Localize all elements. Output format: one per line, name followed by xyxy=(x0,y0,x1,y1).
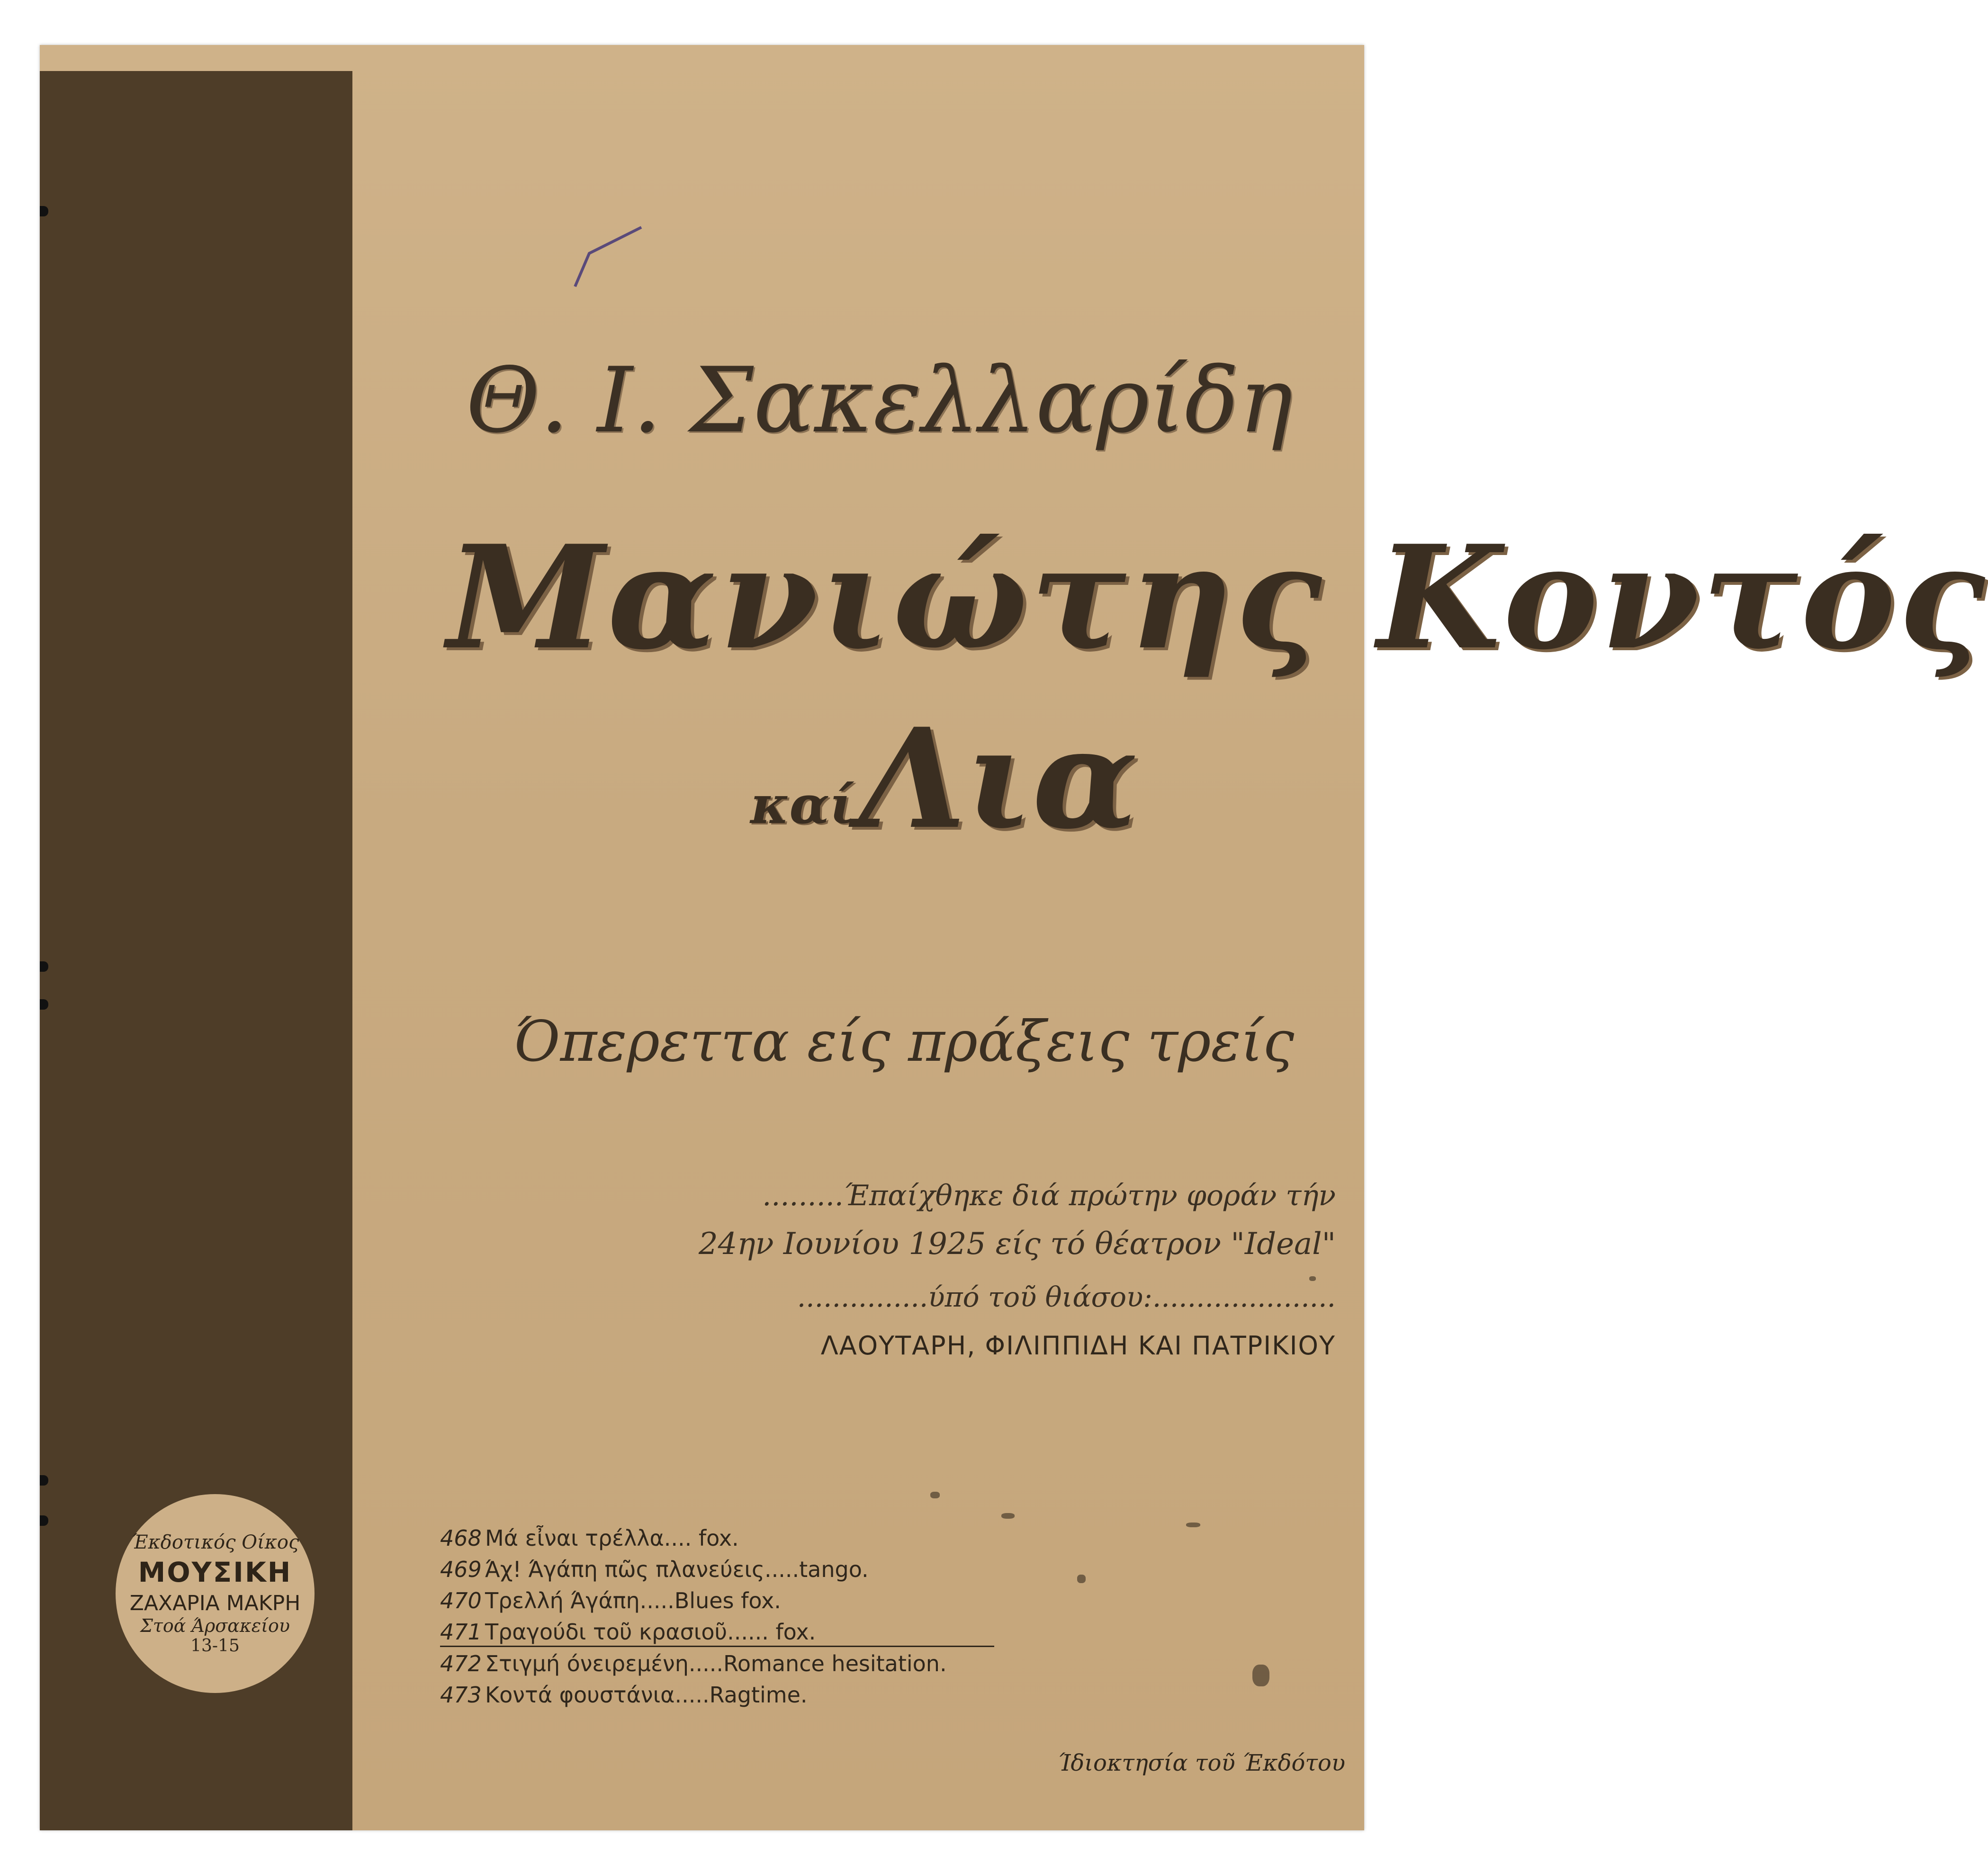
catalog-item xyxy=(440,1616,1008,1648)
publisher-owner: ΖΑΧΑΡΙΑ ΜΑΚΡΗ xyxy=(129,1591,301,1615)
property-note: Ίδιοκτησία τοῦ Έκδότου xyxy=(1058,1750,1345,1776)
work-title-main: Μανιώτης Κοντός xyxy=(447,514,1988,681)
paper-stain xyxy=(1077,1575,1086,1583)
binding-stitch xyxy=(40,961,48,972)
catalog-item xyxy=(440,1679,1008,1711)
publisher-address: Στοά Άρσακείου xyxy=(140,1615,290,1636)
paper-stain xyxy=(1186,1523,1200,1527)
premiere-line-2: 24ην Ιουνίου 1925 είς τό θέατρον "Ideal" xyxy=(698,1227,1336,1262)
catalog-item-number: 469 xyxy=(440,1557,482,1582)
paper-stain xyxy=(1001,1513,1015,1519)
composer-name: Θ. Ι. Σακελλαρίδη xyxy=(466,348,1293,453)
catalog-item-title: Μά εἶναι τρέλλα.... fox. xyxy=(485,1525,739,1551)
catalog-item-title: Στιγμή όνειρεμένη.....Romance hesitation. xyxy=(485,1651,947,1676)
premiere-line-3: ...............ύπό τοῦ θιάσου:..................... xyxy=(797,1281,1336,1313)
premiere-line-1: .........Έπαίχθηκε διά πρώτην φοράν τήν xyxy=(762,1179,1336,1212)
catalog-item-title: Τραγούδι τοῦ κρασιοῦ...... fox. xyxy=(485,1619,816,1645)
catalog-item xyxy=(440,1523,1008,1554)
catalog-item-number: 472 xyxy=(440,1651,482,1676)
binding-stitch xyxy=(40,999,48,1010)
pencil-check-mark-icon xyxy=(570,225,646,291)
catalog-item-number: 470 xyxy=(440,1588,482,1613)
catalog-item-title: Τρελλή Άγάπη.....Blues fox. xyxy=(485,1588,781,1613)
publisher-badge xyxy=(116,1494,315,1693)
paper-stain xyxy=(1309,1276,1316,1281)
theatre-company: ΛΑΟΥΤΑΡΗ, ΦΙΛΙΠΠΙΔΗ ΚΑΙ ΠΑΤΡΙΚΙΟΥ xyxy=(820,1331,1336,1361)
song-catalog xyxy=(440,1523,1008,1711)
binding-stitch xyxy=(40,1515,48,1526)
cover-spine xyxy=(40,71,352,1830)
catalog-item xyxy=(440,1648,1008,1679)
catalog-item-title: Άχ! Άγάπη πῶς πλανεύεις.....tango. xyxy=(485,1557,869,1582)
paper-stain xyxy=(930,1492,940,1498)
publisher-name: ΜΟΥΣΙΚΗ xyxy=(138,1556,292,1588)
music-score-cover xyxy=(40,45,1988,1830)
work-subtitle: Όπερεττα είς πράξεις τρείς xyxy=(513,1009,1295,1074)
catalog-item-number: 471 xyxy=(440,1619,482,1645)
work-title-second: Λια xyxy=(859,699,1138,860)
catalog-item-title: Κοντά φουστάνια.....Ragtime. xyxy=(485,1682,808,1708)
catalog-item-number: 473 xyxy=(440,1682,482,1708)
binding-stitch xyxy=(40,1475,48,1486)
publisher-house-label: Έκδοτικός Οίκος xyxy=(131,1532,299,1553)
publisher-address-number: 13-15 xyxy=(190,1636,240,1656)
paper-stain xyxy=(1252,1665,1269,1686)
catalog-item xyxy=(440,1585,1008,1616)
binding-stitch xyxy=(40,206,48,216)
catalog-item-number: 468 xyxy=(440,1525,482,1551)
catalog-item xyxy=(440,1554,1008,1585)
work-title-conjunction: καί xyxy=(750,774,855,835)
